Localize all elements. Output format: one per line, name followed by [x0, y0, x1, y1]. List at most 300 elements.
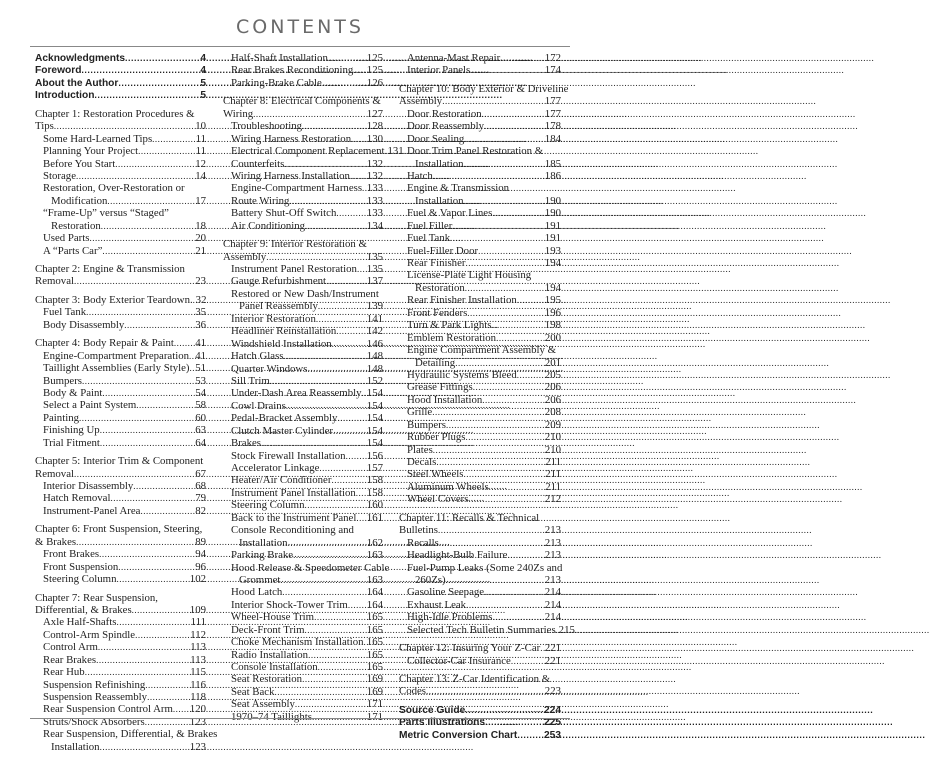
toc-entry[interactable] [35, 319, 206, 331]
toc-entry[interactable] [399, 394, 561, 406]
front-back-matter-entry[interactable] [35, 89, 206, 101]
dot-leader [468, 493, 543, 505]
toc-entry[interactable] [399, 257, 561, 269]
dot-leader [125, 52, 199, 64]
chapter-entry[interactable] [399, 642, 561, 654]
toc-entry[interactable] [223, 437, 383, 449]
entry-title: Metric Conversion Chart [399, 729, 518, 741]
dot-leader [442, 95, 544, 107]
chapter-entry[interactable] [35, 468, 206, 480]
page-number: 142 [366, 325, 383, 338]
dot-leader [82, 375, 194, 387]
bottom-divider [30, 718, 570, 719]
entry-title: Interior Shock-Tower Trim [231, 598, 348, 611]
entry-title: Parking Brake [231, 549, 294, 562]
toc-entry[interactable] [35, 375, 206, 387]
toc-entry[interactable] [35, 492, 206, 504]
toc-entry[interactable] [35, 505, 206, 517]
chapter-entry[interactable] [35, 120, 206, 132]
toc-entry[interactable] [223, 325, 383, 337]
toc-entry[interactable] [399, 319, 561, 331]
dot-leader [79, 412, 194, 424]
toc-entry[interactable] [399, 108, 561, 120]
entry-title: Steering Column [231, 499, 305, 512]
toc-entry[interactable] [399, 158, 561, 170]
toc-entry[interactable] [35, 195, 206, 207]
toc-entry[interactable] [399, 381, 561, 393]
entry-title: Wiring Harness Installation [231, 169, 350, 182]
toc-entry[interactable] [223, 549, 383, 561]
toc-entry[interactable] [223, 64, 383, 76]
dot-leader [385, 145, 387, 157]
dot-leader [305, 220, 366, 232]
dot-leader [507, 549, 543, 561]
entry-title: Rear Brakes Reconditioning [231, 64, 354, 77]
dot-leader [496, 332, 544, 344]
dot-leader [439, 537, 544, 549]
page-number: 113 [190, 653, 206, 666]
entry-title: Engine-Compartment Preparation [43, 349, 190, 362]
dot-leader [470, 64, 544, 76]
toc-entry[interactable] [399, 444, 561, 456]
entry-title: Decals [407, 456, 437, 468]
toc-entry[interactable] [399, 655, 561, 667]
front-back-matter-entry[interactable] [35, 77, 206, 89]
page-number: 177 [544, 95, 561, 108]
toc-entry[interactable] [35, 548, 206, 560]
chapter-entry[interactable] [399, 95, 561, 107]
toc-entry[interactable] [223, 133, 383, 145]
page-number: 112 [190, 628, 206, 641]
toc-entry-line: Console Reconditioning and [231, 524, 354, 537]
toc-entry[interactable] [223, 145, 404, 158]
dot-leader [318, 300, 366, 312]
dot-leader [500, 52, 544, 64]
toc-entry[interactable] [223, 387, 383, 399]
page-number: 177 [544, 107, 561, 120]
toc-entry[interactable] [223, 499, 383, 511]
toc-entry[interactable] [35, 245, 206, 257]
toc-entry[interactable] [223, 450, 383, 462]
page-number: 11 [195, 132, 206, 145]
toc-entry[interactable] [35, 629, 206, 641]
dot-leader [540, 642, 544, 654]
toc-entry[interactable] [223, 313, 383, 325]
toc-entry[interactable] [35, 641, 206, 653]
toc-entry[interactable] [399, 574, 561, 586]
dot-leader [356, 487, 366, 499]
toc-entry[interactable] [35, 133, 206, 145]
toc-entry[interactable] [399, 599, 561, 611]
dot-leader [465, 704, 543, 716]
dot-leader [336, 207, 365, 219]
page-number: 54 [195, 386, 206, 399]
dot-leader [107, 195, 194, 207]
toc-entry[interactable] [399, 294, 561, 306]
toc-entry[interactable] [399, 332, 561, 344]
entry-title: Bumpers [407, 418, 446, 431]
toc-entry[interactable] [35, 437, 206, 449]
entry-title: Antenna-Mast Repair [407, 52, 501, 64]
dot-leader [98, 641, 189, 653]
toc-entry[interactable] [399, 369, 561, 381]
entry-title: Parts Illustrations [399, 717, 486, 729]
dot-leader [337, 412, 365, 424]
toc-entry[interactable] [399, 245, 561, 257]
dot-leader [332, 338, 366, 350]
toc-entry[interactable] [399, 307, 561, 319]
page-number: 210 [544, 431, 561, 444]
dot-leader [353, 64, 365, 76]
toc-entry[interactable] [223, 462, 383, 474]
toc-entry[interactable] [399, 406, 561, 418]
dot-leader [136, 399, 194, 411]
page-number: 154 [366, 437, 383, 450]
dot-leader [473, 381, 544, 393]
page-number: 154 [366, 424, 383, 437]
page-number: 123 [189, 740, 206, 753]
toc-entry[interactable] [223, 673, 383, 685]
entry-title: Rear Suspension Control Arm [43, 703, 173, 716]
dot-leader [280, 574, 365, 586]
page-number: 128 [366, 120, 383, 133]
toc-entry[interactable] [223, 275, 383, 287]
page-number: 213 [544, 573, 561, 586]
toc-entry[interactable] [399, 357, 561, 369]
page-number: 14 [195, 169, 206, 182]
toc-entry[interactable] [223, 182, 383, 194]
toc-entry[interactable] [223, 512, 383, 524]
entry-title: Back to the Instrument Panel [231, 511, 357, 524]
page-number: 163 [366, 549, 383, 562]
toc-entry[interactable] [35, 412, 206, 424]
toc-entry[interactable] [35, 306, 206, 318]
page-number: 206 [544, 393, 561, 406]
toc-column-1 [35, 52, 218, 753]
toc-entry[interactable] [399, 537, 561, 549]
toc-entry[interactable] [35, 350, 206, 362]
entry-title: Instrument Panel Restoration [231, 263, 357, 275]
page-number: 225 [544, 717, 561, 729]
toc-entry[interactable] [223, 300, 383, 312]
front-back-matter-entry[interactable] [399, 704, 561, 716]
toc-entry[interactable] [35, 480, 206, 492]
toc-entry-line: License-Plate Light Housing [407, 269, 532, 282]
toc-entry[interactable] [35, 232, 206, 244]
dot-leader [115, 158, 194, 170]
toc-entry[interactable] [223, 52, 383, 64]
entry-title: Installation [415, 194, 464, 207]
entry-title: Front Fenders [407, 306, 468, 319]
dot-leader [364, 636, 366, 648]
page-number: 137 [366, 275, 383, 288]
entry-title: Headliner Reinstallation [231, 325, 337, 338]
dot-leader [346, 450, 366, 462]
chapter-entry[interactable] [223, 251, 383, 263]
entry-title: Battery Shut-Off Switch [231, 207, 337, 220]
toc-entry[interactable] [35, 616, 206, 628]
entry-title: Hydraulic Systems Bleed [407, 368, 517, 381]
entry-title: Interior Restoration [231, 312, 316, 325]
entry-title: Grommet [239, 573, 281, 586]
page-number: 41 [195, 349, 206, 362]
chapter-entry[interactable] [35, 604, 206, 616]
page-number: 169 [366, 673, 383, 686]
page-number: 134 [366, 219, 383, 232]
page-number: 79 [195, 492, 206, 505]
page-title: CONTENTS [236, 16, 364, 38]
toc-entry[interactable] [223, 170, 383, 182]
toc-entry-line: Engine Compartment Assembly & [407, 344, 557, 357]
toc-entry[interactable] [35, 666, 206, 678]
entry-title: Wiring [223, 107, 254, 120]
toc-entry-line: “Frame-Up” versus “Staged” [43, 207, 169, 220]
front-back-matter-entry[interactable] [35, 64, 206, 76]
dot-leader [145, 679, 189, 691]
dot-leader [305, 624, 366, 636]
toc-entry[interactable] [223, 158, 383, 170]
toc-entry[interactable] [399, 282, 561, 294]
entry-title: Gauge Refurbishment [231, 275, 327, 288]
page-number: 165 [366, 648, 383, 661]
page-number: 10 [195, 120, 206, 133]
dot-leader [465, 282, 544, 294]
entry-title: Instrument Panel Installation [231, 486, 356, 499]
toc-entry[interactable] [223, 425, 383, 437]
page-number: 68 [195, 480, 206, 492]
dot-leader [274, 686, 365, 698]
toc-entry[interactable] [223, 375, 383, 387]
toc-entry[interactable] [223, 220, 383, 232]
dot-leader [465, 257, 543, 269]
chapter-entry[interactable] [35, 294, 206, 306]
entry-title: Trial Fitment [43, 436, 100, 449]
chapter-heading-line: Chapter 11: Recalls & Technical [399, 511, 540, 524]
toc-entry[interactable] [399, 120, 561, 132]
entry-title: Stock Firewall Installation [231, 449, 346, 462]
page-number: 60 [195, 411, 206, 424]
dot-leader [302, 120, 366, 132]
page-number: 172 [544, 52, 561, 64]
entry-title: Finishing Up [43, 424, 100, 437]
toc-entry[interactable] [223, 698, 383, 710]
toc-entry[interactable] [223, 263, 383, 275]
page-number: 171 [366, 710, 383, 723]
toc-entry[interactable] [399, 586, 561, 598]
page-number: 178 [544, 120, 561, 133]
toc-entry[interactable] [35, 170, 206, 182]
toc-entry[interactable] [399, 623, 575, 636]
toc-entry[interactable] [35, 561, 206, 573]
chapter-entry[interactable] [35, 337, 206, 349]
front-back-matter-entry[interactable] [399, 729, 561, 741]
page-number: 116 [190, 678, 206, 691]
entry-title: Wiring Harness Restoration [231, 132, 352, 145]
dot-leader [288, 537, 366, 549]
page-number: 20 [195, 232, 206, 245]
toc-entry[interactable] [399, 431, 561, 443]
entry-title: Plates [407, 443, 433, 456]
toc-entry[interactable] [399, 549, 561, 561]
entry-title: Selected Tech Bulletin Summaries [407, 623, 556, 636]
entry-title: Deck-Front Trim [231, 623, 305, 636]
toc-entry[interactable] [223, 537, 383, 549]
dot-leader [302, 673, 366, 685]
toc-entry-line: Rear Suspension, Differential, & Brakes [43, 728, 218, 741]
dot-leader [85, 666, 190, 678]
page-number: 18 [195, 219, 206, 232]
toc-entry[interactable] [399, 481, 561, 493]
entry-title: Rear Brakes [43, 653, 97, 666]
entry-title: Axle Half-Shafts [43, 616, 117, 629]
toc-entry[interactable] [399, 133, 561, 145]
toc-entry[interactable] [399, 207, 561, 219]
toc-entry[interactable] [35, 703, 206, 715]
page-number: 41 [195, 337, 206, 350]
dot-leader [118, 561, 194, 573]
toc-entry[interactable] [223, 661, 383, 673]
toc-entry[interactable] [35, 158, 206, 170]
dot-leader [86, 306, 194, 318]
toc-entry[interactable] [35, 145, 206, 157]
toc-entry[interactable] [223, 412, 383, 424]
toc-entry[interactable] [35, 691, 206, 703]
dot-leader [102, 245, 194, 257]
toc-entry[interactable] [223, 574, 383, 586]
chapter-entry[interactable] [399, 524, 561, 536]
entry-title: Steering Column [43, 573, 117, 586]
toc-entry[interactable] [223, 636, 383, 648]
page-number: 102 [189, 573, 206, 586]
entry-title: Steel Wheels [407, 468, 464, 481]
dot-leader [362, 182, 366, 194]
chapter-entry[interactable] [35, 275, 206, 287]
entry-title: Parking-Brake Cable [231, 76, 322, 89]
entry-title: Under-Dash Area Reassembly [231, 387, 362, 400]
page-number: 213 [544, 524, 561, 537]
page-number: 206 [544, 381, 561, 394]
entry-title: Control Arm [43, 641, 98, 654]
page-number: 171 [366, 698, 383, 711]
dot-leader [282, 586, 366, 598]
page-number: 162 [366, 536, 383, 549]
toc-entry[interactable] [223, 195, 383, 207]
toc-entry[interactable] [399, 52, 561, 64]
toc-entry[interactable] [399, 220, 561, 232]
toc-entry[interactable] [223, 120, 383, 132]
page-number: 221 [544, 654, 561, 667]
dot-leader [492, 611, 543, 623]
toc-entry[interactable] [223, 338, 383, 350]
entry-title: Fuel-Filler Door [407, 244, 479, 257]
entry-title: Foreword [35, 65, 82, 77]
page-number: 158 [366, 474, 383, 487]
toc-entry[interactable] [399, 195, 561, 207]
toc-entry[interactable] [223, 599, 383, 611]
toc-entry[interactable] [35, 654, 206, 666]
page-number: 174 [544, 64, 561, 77]
toc-entry[interactable] [399, 468, 561, 480]
toc-entry[interactable] [399, 493, 561, 505]
toc-entry-line: Restored or New Dash/Instrument [231, 287, 379, 300]
toc-entry[interactable] [399, 232, 561, 244]
toc-entry[interactable] [223, 611, 383, 623]
toc-entry[interactable] [223, 711, 383, 723]
entry-title: Hood Installation [407, 393, 483, 406]
toc-entry[interactable] [223, 649, 383, 661]
chapter-entry[interactable] [35, 536, 206, 548]
chapter-entry[interactable] [399, 685, 561, 697]
toc-entry[interactable] [35, 424, 206, 436]
dot-leader [99, 548, 194, 560]
page-number: 191 [544, 232, 561, 245]
entry-title: Restoration [51, 219, 101, 232]
toc-entry[interactable] [399, 611, 561, 623]
toc-entry[interactable] [223, 586, 383, 598]
dot-leader [318, 661, 366, 673]
toc-entry[interactable] [35, 387, 206, 399]
page-number: 132 [366, 157, 383, 170]
entry-title: Engine-Compartment Harness [231, 182, 363, 195]
page-number: 161 [366, 511, 383, 524]
toc-entry[interactable] [223, 624, 383, 636]
page-number: 123 [189, 715, 206, 728]
page-number: 53 [195, 374, 206, 387]
toc-entry[interactable] [35, 573, 206, 585]
toc-entry-line: Door Trim Panel Restoration & [407, 145, 544, 158]
page-number: 109 [189, 603, 206, 616]
dot-leader [326, 275, 366, 287]
page-number: 135 [366, 250, 383, 263]
toc-entry[interactable] [35, 399, 206, 411]
toc-entry[interactable] [223, 400, 383, 412]
toc-entry[interactable] [35, 741, 206, 753]
toc-entry[interactable] [399, 419, 561, 431]
toc-entry[interactable] [223, 686, 383, 698]
entry-title: Body & Paint [43, 386, 103, 399]
page-number: 135 [366, 263, 383, 275]
dot-leader [478, 245, 544, 257]
toc-entry[interactable] [399, 456, 561, 468]
toc-entry[interactable] [399, 64, 561, 76]
dot-leader [189, 350, 194, 362]
toc-entry[interactable] [223, 363, 383, 375]
entry-title: Bulletins [399, 524, 438, 537]
chapter-entry[interactable] [223, 108, 383, 120]
toc-entry[interactable] [223, 474, 383, 486]
page-number: 186 [544, 169, 561, 182]
dot-leader [132, 604, 189, 616]
page-number: 133 [366, 194, 383, 207]
chapter-heading-line: Chapter 5: Interior Trim & Component [35, 455, 204, 468]
toc-entry[interactable] [35, 679, 206, 691]
entry-title: Codes [399, 685, 426, 698]
dot-leader [152, 133, 194, 145]
entry-title: Select a Paint System [43, 399, 137, 412]
dot-leader [189, 362, 194, 374]
toc-entry-line: Fuel-Pump Leaks (Some 240Zs and [407, 561, 563, 574]
front-back-matter-entry[interactable] [35, 52, 206, 64]
dot-leader [426, 685, 544, 697]
dot-leader [284, 158, 365, 170]
toc-entry[interactable] [35, 220, 206, 232]
toc-entry[interactable] [223, 350, 383, 362]
toc-entry[interactable] [223, 207, 383, 219]
toc-entry[interactable] [35, 362, 206, 374]
toc-entry[interactable] [223, 487, 383, 499]
toc-entry[interactable] [223, 77, 383, 89]
toc-entry[interactable] [399, 170, 561, 182]
